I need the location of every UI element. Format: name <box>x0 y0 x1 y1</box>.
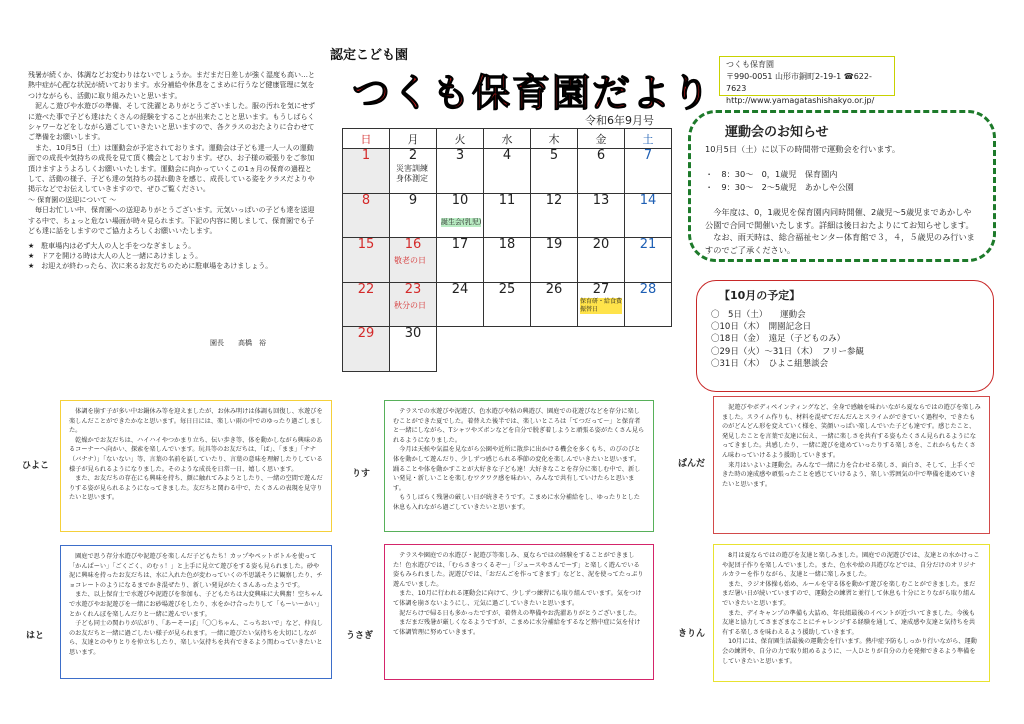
weekday-wed: 水 <box>484 129 531 149</box>
weekday-mon: 月 <box>390 129 437 149</box>
day-cell <box>390 193 437 238</box>
day-cell <box>437 149 484 194</box>
calendar-week <box>343 149 672 194</box>
october-schedule <box>696 280 994 392</box>
day-number: 17 <box>451 237 469 253</box>
day-cell <box>343 238 390 283</box>
schedule-item: 〇10日（木） 開園記念日 <box>711 322 812 333</box>
day-cell <box>625 193 672 238</box>
schedule-item: 〇18日（金） 遠足（子どものみ） <box>711 334 846 345</box>
calendar <box>342 128 672 372</box>
calendar-week <box>343 282 672 327</box>
day-cell <box>484 149 531 194</box>
weekday-sat: 土 <box>625 129 672 149</box>
day-number: 11 <box>498 192 516 208</box>
day-cell <box>390 149 437 194</box>
schedule-item: 〇 5日（土） 運動会 <box>711 310 806 320</box>
day-cell-empty <box>625 327 672 372</box>
day-number: 13 <box>592 192 610 208</box>
day-cell <box>625 238 672 283</box>
class-label-panda: ぱんだ <box>678 459 706 469</box>
day-cell <box>531 149 578 194</box>
day-cell <box>390 282 437 327</box>
day-number: 23 <box>404 281 422 297</box>
calendar-header-row <box>343 129 672 149</box>
day-number: 6 <box>596 148 606 164</box>
website-url[interactable]: http://www.yamagatashishakyo.or.jp/ <box>726 96 875 105</box>
day-cell-empty <box>484 327 531 372</box>
day-number: 9 <box>408 192 418 208</box>
day-number: 15 <box>357 237 375 253</box>
safety-bullets <box>28 241 316 271</box>
day-number: 4 <box>502 148 512 164</box>
event-respect-day: 敬老の日 <box>394 256 426 266</box>
day-number: 2 <box>408 148 418 164</box>
newsletter-title: つくも保育園だより <box>352 71 713 115</box>
day-cell <box>343 193 390 238</box>
class-label-usagi: うさぎ <box>346 631 374 641</box>
calendar-week <box>343 327 672 372</box>
class-report-risu: テラスでの水遊びや泥遊び、色水遊びや粘の興遊び、園庭での花遊びなどを存分に楽しむことができた夏でした。着替えた後半では、楽しいところは「てつだって～」と保育者と一緒にしながら、Tシャツやズボンなどを自分で脱ぎ着しようと頑張る姿がたくさん見られるようになりました。 今月は天候や気温を見ながら公園や近所に散歩に出かける機会を多くもち、のびのびと体を動かして遊んだり、少しずつ感じられる季節の変化を楽しんでいきたいと思います。踊ることや体を動かすことが大好きな子ども達！大好きなことを存分に楽しむ中で、新しい発見・新しいことを楽しむワクワク感を味わい、みんなで共有していけたらと思います。 もうしばらく残暑の厳しい日が続きそうです。こまめに水分補給をし、ゆったりとした休息も入れながら過ごしていきたいと思います。 <box>384 400 654 532</box>
issue-date: 令和6年9月号 <box>585 114 654 127</box>
day-number: 25 <box>498 281 516 297</box>
day-number: 21 <box>639 237 657 253</box>
day-number: 3 <box>455 148 465 164</box>
event-drill: 災害訓練 身体測定 <box>396 164 428 184</box>
day-number: 12 <box>545 192 563 208</box>
day-number: 24 <box>451 281 469 297</box>
class-report-usagi: テラスや園庭での水遊び・泥遊び等楽しみ、夏ならではの経験をすることができました！色水遊びでは、「むらさきつくるぞ～」「ジュースやさんでーす」と楽しく遊んでいる姿もみられました。泥遊びでは、「おだんごを作ってきます」などと、泥を使ってたっぷり遊んでいました。 また、10月に行われる運動会に向けて、少しずつ練習にも取り組んでいます。気をつけて体調を崩さないようにし、元気に過ごしていきたいと思います。 泥だらけで帰る日も多かったですが、着替えの準備やお洗濯ありがとうございました。 まだまだ残暑が厳しくなるようですが、こまめに水分補給をするなど熱中症に気を付けて体調管理に努めていきます。 <box>384 544 654 680</box>
weekday-thu: 木 <box>531 129 578 149</box>
day-number: 27 <box>592 281 610 297</box>
day-cell <box>578 149 625 194</box>
october-schedule-list <box>711 309 979 370</box>
day-number: 20 <box>592 237 610 253</box>
day-number: 14 <box>639 192 657 208</box>
event-autumn-equinox: 秋分の日 <box>394 300 426 310</box>
school-type-label: 認定こども園 <box>330 48 409 63</box>
event-birthday: 誕生会(乳児) <box>441 217 482 226</box>
class-report-hato: 園庭で思う存分水遊びや泥遊びを楽しんだ子どもたち！カップやペットボトルを使って「かんぱーい」「ごくごく、のむぅ！」と上手に見立て遊びをする姿も見られました。砂や泥に興味を持ったお友だちは、水に入れた色が変わっていくの不思議そうに観察したり、チョコレートのようになるまでかき混ぜたり、新しい発見がたくさんあったようです。 また、以上保育士で水遊びや泥遊びを参加も、子どもたちは大変興味に大興奮！空ちゃんで水遊びやお泥遊びを一緒にお砂場遊びをしたり、水をかけ合ったりして「もーいーかい」とかくれんぼを楽しんだりと一緒に遊んでいます。 子ども同士の関わりが広がり、「あーそーぼ」「〇〇ちゃん、こっちおいで」など、仲良しのお友だちと一緒に過ごしたい様子が見られます。一緒に遊びたい気持ちを大切にしながら、友達とのやりとりを仲立ちしたり、楽しい気持ちを共有できるよう関わっていきたいと思います。 <box>60 545 332 679</box>
day-cell <box>531 282 578 327</box>
day-cell <box>437 193 484 238</box>
bullet-item: ★ 駐車場内は必ず大人の人と手をつなぎましょう。 <box>28 241 196 250</box>
day-cell <box>484 193 531 238</box>
calendar-week <box>343 193 672 238</box>
calendar-week <box>343 238 672 283</box>
address-line: 〒990-0051 山形市銅町2-19-1 ☎622-7623 <box>726 72 872 93</box>
bullet-item: ★ お迎えが終わったら、次に来るお友だちのために駐車場をあけましょう。 <box>28 261 273 270</box>
day-cell-empty <box>531 327 578 372</box>
day-number: 1 <box>361 148 371 164</box>
address-box <box>719 56 895 105</box>
weekday-tue: 火 <box>437 129 484 149</box>
day-cell <box>625 282 672 327</box>
intro-section <box>28 70 316 271</box>
class-label-hiyoko: ひよこ <box>22 461 50 471</box>
day-cell <box>390 238 437 283</box>
day-cell <box>343 149 390 194</box>
day-cell-empty <box>437 327 484 372</box>
day-cell <box>578 193 625 238</box>
day-cell <box>484 282 531 327</box>
day-number: 19 <box>545 237 563 253</box>
day-cell-empty <box>578 327 625 372</box>
day-cell <box>578 282 625 327</box>
day-number: 18 <box>498 237 516 253</box>
day-cell <box>343 327 390 372</box>
weekday-sun: 日 <box>343 129 390 149</box>
day-cell <box>390 327 437 372</box>
class-label-hato: はと <box>26 631 45 641</box>
class-report-kirin: 8月は夏ならではの遊びを友達と楽しみました。園庭での泥遊びでは、友達との水かけっこや泥団子作りを楽しんでいました。また、色水や絵の具遊びなどでは、自分だけのオリジナルカラーを作りながら、友達と一緒に楽しみました。 また、ラジオ体操も始め、ルールを守る体を動かす遊びを楽しむことができました。まだまだ暑い日が続いていますので、運動会の練習と並行して休息も十分にとりながら取り組んでいきたいと思います。 また、デイキャンプの準備も大詰め、年長組最後のイベントが近づいてきました。今後も友達と協力してさまざまなことにチャレンジする経験を通して、達成感や友達と気持ちを共有する楽しさを味わえるよう援助していきます。 10月には、保育園生活最後の運動会を行います。熱中症予防もしっかり行いながら、運動会の練習や、自分の力で取り組めるように、一人ひとりが自分の力を発揮できるよう準備をしていきたいと思います。 <box>713 544 990 682</box>
principal-signature: 園長 高橋 裕 <box>210 339 266 347</box>
class-report-hiyoko: 体調を崩す子が多い中お鍋休み等を迎えましたが、お休み明けは体調も回復し、水遊びを楽しんだことができたかなと思います。毎日日には、楽しい雨の中でのゆったり過ごしました。 乾燥かでお友だちは、ハイハイやつかまり立ち、伝い歩き等、体を動かしながら興味のあるコーナーへ向かい、探索を楽しんでいます。玩具等のお友だちは、「ば」、「まま」「ナナ（バナナ）」「ないない」等、言葉の名前を話していたり、言葉の意味を理解したりしている様子が見られるようになりました。そのような成長を日常一日、嬉しく思います。 また、お友だちの存在にも興味を持ち、顔に触れてみようとしたり、一緒の空間で遊んだりする姿が見られるようになってきました。友だちと関わる中で、たくさんの表現を見守りたいと思います。 <box>60 400 332 532</box>
school-name: つくも保育園 <box>726 60 774 69</box>
day-cell <box>484 238 531 283</box>
sports-day-notice <box>688 110 996 262</box>
day-cell <box>437 282 484 327</box>
bullet-item: ★ ドアを開ける時は大人の人と一緒にあけましょう。 <box>28 251 203 260</box>
day-cell <box>437 238 484 283</box>
day-number: 7 <box>643 148 653 164</box>
class-report-panda: 泥遊びやボディペインティングなど、全身で感触を味わいながら夏ならではの遊びを楽しみました。スライム作りも、材料を混ぜてだんだんとスライムができていく過程や、できたものがどんどん形を変えていく様を、笑顔いっぱい楽しんでいた子ども達です。感じたこと、発見したことを言葉で友達に伝え、一緒に楽しさを共有する姿もたくさん見られるようになってきました。共感したり、一緒に遊びを進めていったりする楽しさを、これからもたくさん味わっていけるよう援助していきます。 来月はいよいよ運動会。みんなで一緒に力を合わせる楽しさ、面白さ、そして、上手くできた時の達成感や頑張ったことを感じていけるよう、楽しい雰囲気の中で準備を進めていきたいと思います。 <box>713 396 990 534</box>
october-schedule-title: 【10月の予定】 <box>719 289 801 302</box>
day-number: 5 <box>549 148 559 164</box>
day-number: 26 <box>545 281 563 297</box>
event-meeting: 保育研・給食費 振替日 <box>580 297 623 313</box>
weekday-fri: 金 <box>578 129 625 149</box>
day-number: 8 <box>361 192 371 208</box>
intro-text: 残暑が続くか、体調などお変わりはないでしょうか。まだまだ日差しが強く湿度も高い…と熱中症が心配な状況が続いております。水分補給や休息をこまめに行うなど健康管理に気をつけながらも、活動に取り組みたいと思います。 泥んこ遊びや水遊びの準備、そして洗濯とありがとうございました。服の汚れを気にせずに遊べた事で子ども達はたくさんの経験をすることが出来たことと思います。もうしばらくシャワーなどをしながら過ごしていきたいと思いますので、各クラスのおたよりに合わせてご準備をお願いします。 また、10月5日（土）は運動会が予定されております。運動会は子ども達一人一人の運動面での成長や気持ちの成長を見て頂く機会としております。ぜひ、お子様の頑張りをご参加頂けますようよろしくお願いいたします。運動会に向かっていくこの1ヵ月の保育の過程として、活動の様子、子ども達の気持ちの揺れ動きを感じ、成長している姿をクラスだよりや掲示などでお伝えしていきますので、ぜひご覧ください。 ～ 保育園の送迎について ～ 毎日お忙しい中、保育園への送迎ありがとうございます。元気いっぱいの子ども達を送迎する中で、ちょっと危ない場面が時々見られます。下記の内容に関しまして、保育園でも子ども達に話をしますのでご協力よろしくお願いいたします。 <box>28 71 315 236</box>
day-number: 30 <box>404 326 422 342</box>
day-cell <box>625 149 672 194</box>
day-cell <box>343 282 390 327</box>
schedule-item: 〇29日（火）～31日（木） フリー参観 <box>711 346 865 357</box>
day-number: 22 <box>357 281 375 297</box>
sports-day-title: 運動会のお知らせ <box>725 125 829 140</box>
day-number: 16 <box>404 237 422 253</box>
sports-day-body: 10月5日（土）に以下の時間帯で運動会を行います。 ・ 8：30～ 0，1歳児 保育園内 ・ 9：30～ 2～5歳児 あかしや公園 今年度は、0，1歳児を保育園内同時開催、2歳児～5歳児まであかしや公園で合同で開催いたします。詳細は後日おたよりにてお知らせします。 なお、雨天時は、総合福祉センター体育館で３，４，５歳児のみ行いますのでご了承ください。 <box>705 144 975 255</box>
day-cell <box>531 193 578 238</box>
day-cell <box>531 238 578 283</box>
class-label-kirin: きりん <box>678 629 706 639</box>
day-number: 29 <box>357 326 375 342</box>
schedule-item: 〇31日（木） ひよこ組懇談会 <box>711 358 829 369</box>
day-number: 28 <box>639 281 657 297</box>
day-cell <box>578 238 625 283</box>
day-number: 10 <box>451 192 469 208</box>
class-label-risu: りす <box>352 469 371 479</box>
